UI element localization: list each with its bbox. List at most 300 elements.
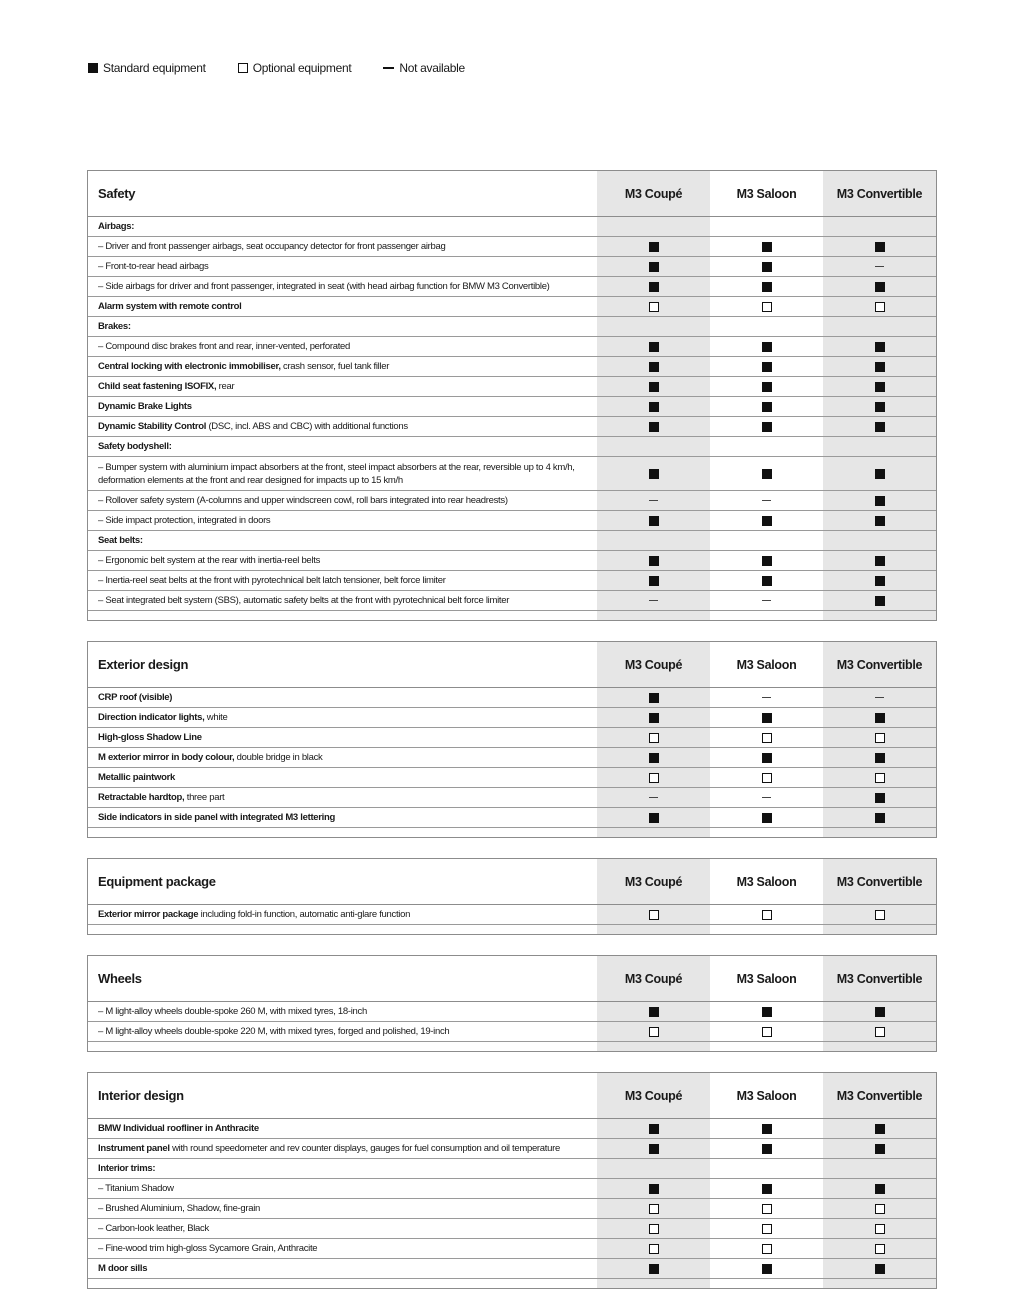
availability-cell (823, 277, 936, 296)
optional-square-icon (875, 1204, 885, 1214)
availability-cell (823, 808, 936, 827)
optional-square-icon (649, 733, 659, 743)
optional-square-icon (875, 910, 885, 920)
equipment-table (87, 858, 937, 935)
availability-cell (597, 377, 710, 396)
feature-text (98, 771, 175, 784)
availability-cell (823, 257, 936, 276)
feature-detail: – Titanium Shadow (98, 1183, 174, 1194)
availability-cell (710, 1022, 823, 1041)
optional-square-icon (649, 1224, 659, 1234)
legend-not-available (383, 61, 464, 75)
availability-cell (710, 437, 823, 456)
feature-text (98, 1005, 367, 1018)
dash-icon (762, 500, 771, 501)
feature-name: CRP roof (visible) (98, 692, 173, 703)
dash-icon (875, 697, 884, 698)
table-row (88, 297, 936, 317)
feature-detail: – Ergonomic belt system at the rear with inertia-reel belts (98, 555, 321, 566)
column-header: M3 Saloon (736, 1088, 797, 1103)
availability-cell (823, 1002, 936, 1021)
column-header: M3 Saloon (736, 971, 797, 986)
feature-text (98, 514, 270, 527)
feature-text (98, 908, 410, 921)
feature-name: Dynamic Stability Control (98, 421, 207, 432)
feature-text (98, 400, 192, 413)
optional-square-icon (762, 1204, 772, 1214)
feature-label (88, 728, 597, 747)
feature-detail: double bridge in black (234, 752, 323, 763)
availability-cell (710, 217, 823, 236)
optional-square-icon (875, 1224, 885, 1234)
standard-square-icon (762, 469, 772, 479)
equipment-table (87, 955, 937, 1052)
feature-label (88, 217, 597, 236)
feature-label (88, 1219, 597, 1238)
availability-cell (710, 708, 823, 727)
feature-label (88, 1022, 597, 1041)
availability-cell (823, 511, 936, 530)
feature-text (98, 1182, 174, 1195)
availability-cell (597, 728, 710, 747)
table-row (88, 1139, 936, 1159)
availability-cell (597, 688, 710, 707)
table-row (88, 1259, 936, 1279)
availability-cell (710, 257, 823, 276)
availability-cell (710, 1179, 823, 1198)
standard-square-icon (762, 262, 772, 272)
table-footer (88, 1042, 936, 1051)
availability-cell (597, 1219, 710, 1238)
standard-square-icon (649, 1144, 659, 1154)
optional-square-icon (649, 910, 659, 920)
availability-cell (710, 728, 823, 747)
standard-square-icon (875, 342, 885, 352)
availability-cell (823, 905, 936, 924)
footer-cell (823, 828, 936, 837)
dash-icon (383, 67, 394, 69)
standard-square-icon (762, 576, 772, 586)
availability-cell (597, 748, 710, 767)
feature-label (88, 257, 597, 276)
optional-square-icon (762, 302, 772, 312)
footer-cell (710, 925, 823, 934)
table-row (88, 768, 936, 788)
column-header: M3 Saloon (736, 657, 797, 672)
feature-name: Exterior mirror package (98, 909, 199, 920)
standard-square-icon (875, 469, 885, 479)
feature-label (88, 905, 597, 924)
feature-name: Direction indicator lights, (98, 712, 205, 723)
feature-detail: three part (184, 792, 225, 803)
availability-cell (710, 531, 823, 550)
availability-cell (597, 457, 710, 490)
optional-square-icon (875, 773, 885, 783)
feature-text (98, 534, 143, 547)
availability-cell (823, 1159, 936, 1178)
footer-spacer (88, 611, 597, 620)
availability-cell (710, 277, 823, 296)
feature-detail: – Carbon-look leather, Black (98, 1223, 209, 1234)
availability-cell (597, 511, 710, 530)
standard-square-icon (875, 576, 885, 586)
availability-cell (597, 1139, 710, 1158)
feature-detail: – Side airbags for driver and front passenger, integrated in seat (with head airbag function for BMW M3 Convertible) (98, 281, 550, 292)
standard-square-icon (875, 1124, 885, 1134)
feature-text (98, 731, 202, 744)
availability-cell (710, 237, 823, 256)
table-title: Safety (98, 186, 136, 201)
standard-square-icon (875, 1264, 885, 1274)
table-row (88, 437, 936, 457)
feature-text (98, 711, 227, 724)
feature-name: Interior trims: (98, 1163, 156, 1174)
feature-label (88, 397, 597, 416)
feature-detail: – Fine-wood trim high-gloss Sycamore Grain, Anthracite (98, 1243, 318, 1254)
footer-cell (710, 1042, 823, 1051)
table-row (88, 1022, 936, 1042)
availability-cell (823, 1179, 936, 1198)
feature-name: Side indicators in side panel with integrated M3 lettering (98, 812, 336, 823)
standard-square-icon (649, 753, 659, 763)
feature-text (98, 751, 323, 764)
availability-cell (710, 397, 823, 416)
column-header: M3 Saloon (736, 874, 797, 889)
table-footer (88, 828, 936, 837)
standard-square-icon (875, 556, 885, 566)
dash-icon (649, 500, 658, 501)
availability-cell (710, 457, 823, 490)
feature-text (98, 340, 350, 353)
feature-name: Brakes: (98, 321, 131, 332)
availability-cell (597, 571, 710, 590)
feature-label (88, 277, 597, 296)
availability-cell (597, 551, 710, 570)
legend-optional (238, 61, 352, 75)
standard-square-icon (649, 382, 659, 392)
table-row (88, 317, 936, 337)
availability-cell (823, 748, 936, 767)
table-header (88, 642, 936, 688)
standard-square-icon (762, 282, 772, 292)
feature-text (98, 494, 508, 507)
standard-square-icon (875, 402, 885, 412)
table-row (88, 788, 936, 808)
column-header: M3 Coupé (597, 171, 710, 216)
optional-square-icon (649, 302, 659, 312)
availability-cell (710, 377, 823, 396)
standard-square-icon (649, 1184, 659, 1194)
optional-square-icon (762, 1244, 772, 1254)
table-row (88, 1179, 936, 1199)
footer-cell (823, 925, 936, 934)
column-header: M3 Convertible (823, 1073, 936, 1118)
optional-square-icon (649, 773, 659, 783)
table-row (88, 808, 936, 828)
standard-square-icon (875, 422, 885, 432)
availability-cell (597, 768, 710, 787)
feature-name: Alarm system with remote control (98, 301, 242, 312)
availability-cell (710, 808, 823, 827)
availability-cell (823, 317, 936, 336)
dash-icon (762, 600, 771, 601)
feature-label (88, 457, 597, 490)
equipment-tables (87, 170, 937, 1309)
column-header: M3 Saloon (736, 186, 797, 201)
feature-label (88, 808, 597, 827)
availability-cell (823, 708, 936, 727)
standard-square-icon (762, 556, 772, 566)
availability-cell (823, 1259, 936, 1278)
standard-square-icon (875, 282, 885, 292)
availability-cell (710, 417, 823, 436)
feature-label (88, 357, 597, 376)
feature-label (88, 748, 597, 767)
feature-text (98, 1262, 147, 1275)
availability-cell (710, 688, 823, 707)
feature-name: Dynamic Brake Lights (98, 401, 192, 412)
feature-name: High-gloss Shadow Line (98, 732, 202, 743)
table-title: Exterior design (98, 657, 189, 672)
availability-cell (823, 437, 936, 456)
feature-text (98, 1025, 449, 1038)
table-row (88, 905, 936, 925)
standard-square-icon (762, 402, 772, 412)
standard-square-icon (762, 342, 772, 352)
standard-square-icon (875, 713, 885, 723)
feature-name: Seat belts: (98, 535, 143, 546)
feature-text (98, 1162, 155, 1175)
table-title: Interior design (98, 1088, 184, 1103)
legend-standard (88, 61, 206, 75)
standard-square-icon (762, 1184, 772, 1194)
feature-label (88, 1239, 597, 1258)
optional-square-icon (875, 733, 885, 743)
availability-cell (597, 1179, 710, 1198)
table-row (88, 377, 936, 397)
standard-square-icon (762, 1264, 772, 1274)
table-header (88, 956, 936, 1002)
table-header (88, 859, 936, 905)
table-row (88, 257, 936, 277)
feature-detail: – Seat integrated belt system (SBS), automatic safety belts at the front with pyrotechnical belt force limiter (98, 595, 510, 606)
optional-square-icon (875, 302, 885, 312)
availability-cell (710, 1259, 823, 1278)
table-row (88, 217, 936, 237)
feature-name: Metallic paintwork (98, 772, 175, 783)
dash-icon (762, 697, 771, 698)
dash-icon (875, 266, 884, 267)
column-header: M3 Coupé (597, 642, 710, 687)
feature-detail: – Brushed Aluminium, Shadow, fine-grain (98, 1203, 261, 1214)
feature-text (98, 1242, 317, 1255)
optional-square-icon (649, 1027, 659, 1037)
feature-name: Instrument panel (98, 1143, 170, 1154)
feature-label (88, 1119, 597, 1138)
availability-cell (710, 1159, 823, 1178)
feature-label (88, 491, 597, 510)
availability-cell (597, 217, 710, 236)
standard-square-icon (88, 63, 98, 73)
availability-cell (710, 1219, 823, 1238)
availability-cell (710, 491, 823, 510)
table-footer (88, 925, 936, 934)
column-header: M3 Coupé (597, 859, 710, 904)
feature-label (88, 708, 597, 727)
feature-text (98, 220, 134, 233)
availability-cell (597, 491, 710, 510)
availability-cell (597, 397, 710, 416)
availability-cell (597, 277, 710, 296)
feature-detail: – M light-alloy wheels double-spoke 260 M, with mixed tyres, 18-inch (98, 1006, 367, 1017)
feature-text (98, 280, 550, 293)
availability-cell (823, 788, 936, 807)
optional-square-icon (875, 1244, 885, 1254)
availability-cell (823, 551, 936, 570)
feature-label (88, 377, 597, 396)
footer-spacer (88, 1279, 597, 1288)
availability-cell (597, 417, 710, 436)
table-row (88, 1219, 936, 1239)
standard-square-icon (649, 342, 659, 352)
feature-detail: – Front-to-rear head airbags (98, 261, 209, 272)
equipment-table (87, 1072, 937, 1289)
feature-label (88, 1002, 597, 1021)
table-row (88, 457, 936, 491)
optional-square-icon (649, 1204, 659, 1214)
feature-text (98, 300, 242, 313)
legend (88, 60, 497, 76)
feature-name: BMW Individual roofliner in Anthracite (98, 1123, 259, 1134)
availability-cell (597, 1119, 710, 1138)
standard-square-icon (649, 713, 659, 723)
footer-cell (597, 611, 710, 620)
table-row (88, 748, 936, 768)
feature-text (98, 791, 224, 804)
standard-square-icon (762, 753, 772, 763)
availability-cell (823, 531, 936, 550)
availability-cell (710, 571, 823, 590)
feature-detail: – Compound disc brakes front and rear, inner-vented, perforated (98, 341, 351, 352)
availability-cell (710, 768, 823, 787)
availability-cell (823, 1239, 936, 1258)
optional-square-icon (238, 63, 248, 73)
standard-square-icon (875, 242, 885, 252)
availability-cell (710, 357, 823, 376)
standard-square-icon (649, 402, 659, 412)
standard-square-icon (875, 753, 885, 763)
optional-square-icon (762, 773, 772, 783)
standard-square-icon (875, 793, 885, 803)
availability-cell (710, 1139, 823, 1158)
optional-square-icon (762, 910, 772, 920)
availability-cell (823, 768, 936, 787)
feature-text (98, 1142, 560, 1155)
feature-label (88, 551, 597, 570)
availability-cell (597, 788, 710, 807)
standard-square-icon (649, 516, 659, 526)
equipment-table (87, 641, 937, 838)
standard-square-icon (649, 242, 659, 252)
optional-square-icon (875, 1027, 885, 1037)
standard-square-icon (875, 516, 885, 526)
availability-cell (710, 337, 823, 356)
availability-cell (710, 551, 823, 570)
standard-square-icon (649, 693, 659, 703)
table-row (88, 571, 936, 591)
feature-label (88, 768, 597, 787)
footer-cell (710, 611, 823, 620)
availability-cell (710, 1002, 823, 1021)
feature-label (88, 591, 597, 610)
availability-cell (823, 397, 936, 416)
column-header: M3 Convertible (823, 642, 936, 687)
equipment-table (87, 170, 937, 621)
standard-square-icon (762, 516, 772, 526)
availability-cell (597, 708, 710, 727)
availability-cell (823, 357, 936, 376)
footer-cell (597, 1042, 710, 1051)
feature-label (88, 317, 597, 336)
standard-square-icon (649, 576, 659, 586)
availability-cell (710, 748, 823, 767)
feature-detail: – Inertia-reel seat belts at the front with pyrotechnical belt latch tensioner, belt force limiter (98, 575, 446, 586)
feature-detail: – Side impact protection, integrated in doors (98, 515, 271, 526)
feature-name: Retractable hardtop, (98, 792, 185, 803)
legend-optional-label: Optional equipment (252, 61, 352, 75)
footer-spacer (88, 925, 597, 934)
standard-square-icon (649, 282, 659, 292)
feature-detail: – Bumper system with aluminium impact absorbers at the front, steel impact absorbers at the rear, reversible up to 4 km/h, deformation elements at the front and rear designed for impacts up to 15 km/h (98, 461, 575, 486)
availability-cell (823, 728, 936, 747)
standard-square-icon (875, 596, 885, 606)
table-header (88, 1073, 936, 1119)
availability-cell (710, 1239, 823, 1258)
availability-cell (823, 1119, 936, 1138)
feature-name: M door sills (98, 1263, 148, 1274)
standard-square-icon (875, 1007, 885, 1017)
table-row (88, 397, 936, 417)
standard-square-icon (762, 1144, 772, 1154)
feature-text (98, 240, 445, 253)
feature-label (88, 788, 597, 807)
footer-spacer (88, 1042, 597, 1051)
standard-square-icon (649, 422, 659, 432)
table-title: Equipment package (98, 874, 216, 889)
table-row (88, 728, 936, 748)
availability-cell (823, 491, 936, 510)
feature-name: Central locking with electronic immobiliser, (98, 361, 281, 372)
standard-square-icon (875, 1184, 885, 1194)
feature-label (88, 437, 597, 456)
availability-cell (597, 1159, 710, 1178)
optional-square-icon (762, 733, 772, 743)
feature-label (88, 1199, 597, 1218)
table-row (88, 277, 936, 297)
availability-cell (597, 808, 710, 827)
table-row (88, 1239, 936, 1259)
feature-name: Airbags: (98, 221, 135, 232)
availability-cell (597, 1022, 710, 1041)
feature-label (88, 337, 597, 356)
footer-spacer (88, 828, 597, 837)
footer-cell (710, 828, 823, 837)
availability-cell (597, 257, 710, 276)
availability-cell (597, 1259, 710, 1278)
feature-text (98, 691, 172, 704)
feature-text (98, 260, 208, 273)
feature-label (88, 297, 597, 316)
